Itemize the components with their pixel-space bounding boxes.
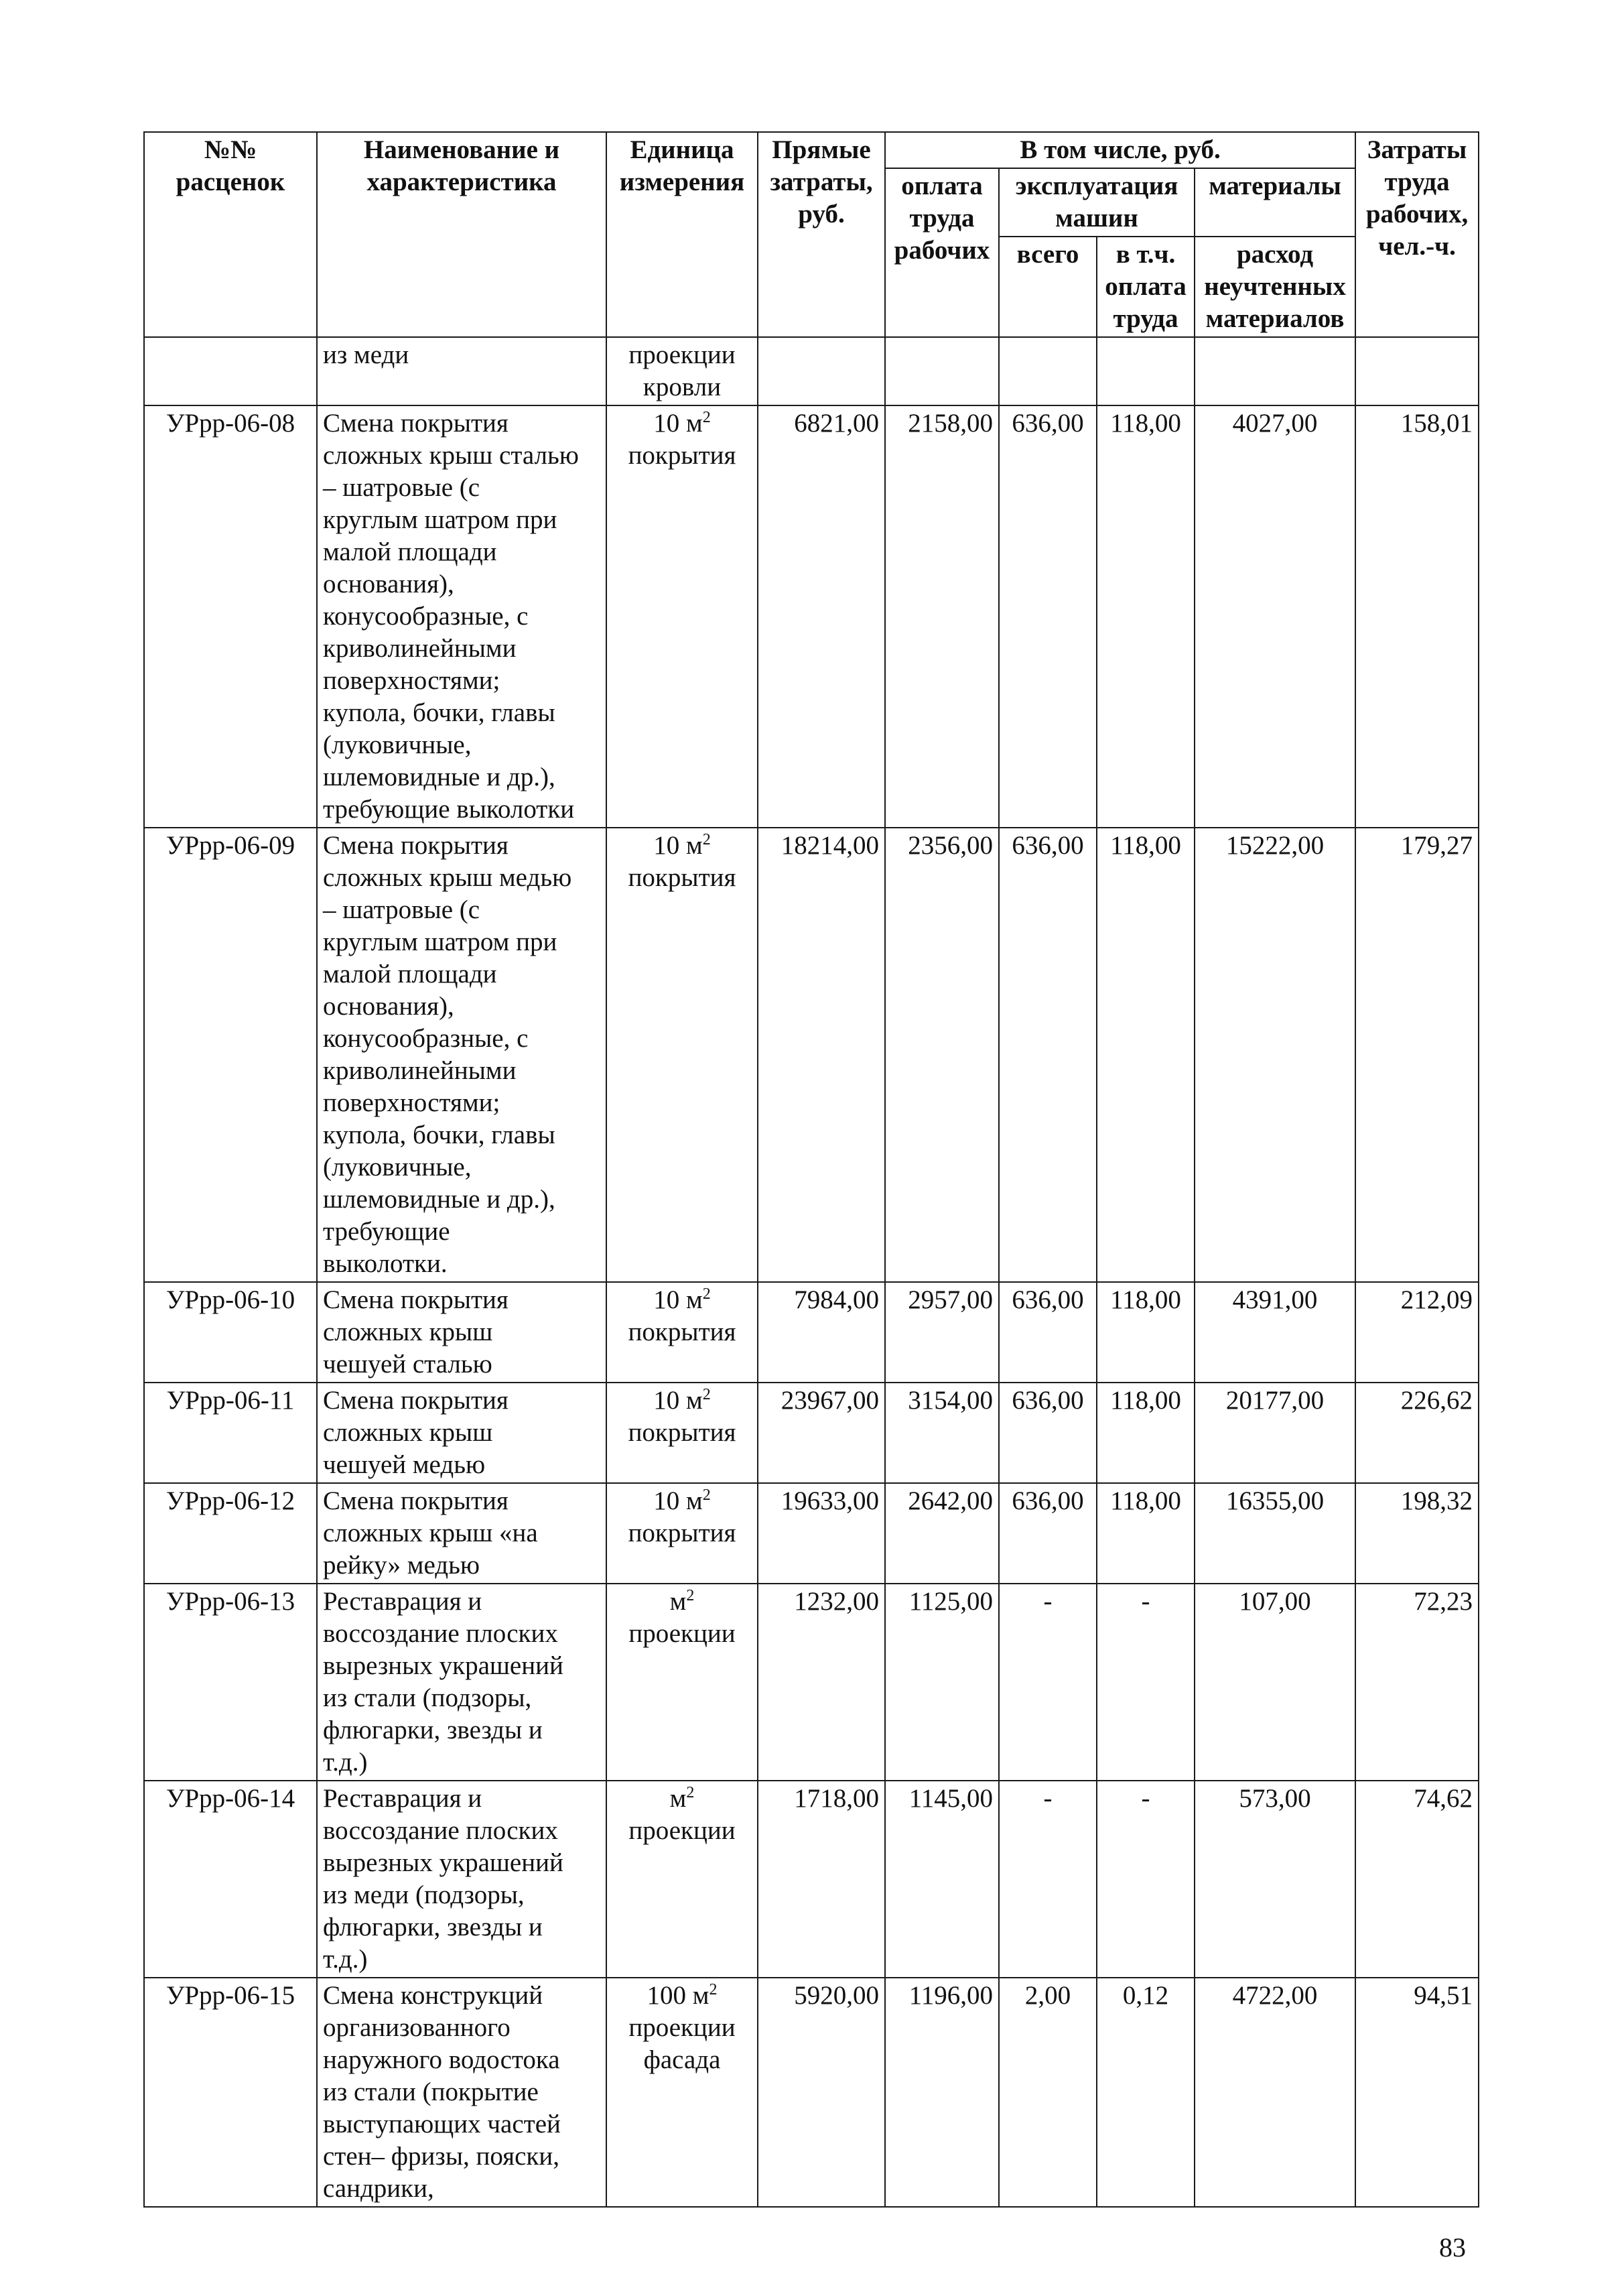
unit-label: покрытия: [628, 863, 736, 892]
unit-value: 10 м: [653, 1386, 703, 1415]
header-materials-sub: расход неучтенных материалов: [1195, 237, 1355, 337]
page-number: 83: [1439, 2232, 1466, 2262]
machines-total: -: [999, 1781, 1097, 1978]
table-body: [144, 337, 1479, 2207]
machines-labor: 118,00: [1097, 1282, 1195, 1383]
table-header: [144, 132, 1479, 337]
rate-name-line: из стали (подзоры,: [323, 1683, 532, 1712]
unit-exponent: 2: [702, 1386, 711, 1403]
rate-name-line: флюгарки, звезды и: [323, 1716, 543, 1744]
continuation-code: [144, 337, 317, 405]
rate-name-line: Смена покрытия: [323, 831, 509, 860]
header-machines-labor: в т.ч. оплата труда: [1097, 237, 1195, 337]
header-including: В том числе, руб.: [885, 132, 1355, 168]
rate-name-line: криволинейными: [323, 1056, 517, 1085]
machines-total: 636,00: [999, 1483, 1097, 1584]
table-row: [144, 1781, 1479, 1978]
unit-value: м: [669, 1784, 687, 1813]
rate-name-line: сандрики,: [323, 2174, 434, 2203]
machines-labor: 118,00: [1097, 828, 1195, 1282]
rate-name-line: малой площади: [323, 960, 497, 988]
rate-name-line: – шатровые (с: [323, 473, 480, 502]
rate-name-line: (луковичные,: [323, 1153, 472, 1182]
rate-name-line: основания),: [323, 570, 454, 598]
unit-exponent: 2: [686, 1587, 695, 1604]
rate-name-line: флюгарки, звезды и: [323, 1913, 543, 1941]
unit-label: проекции: [628, 1816, 736, 1845]
unit-label: проекции: [628, 1619, 736, 1648]
unit-value: 10 м: [653, 831, 703, 860]
empty-cell: [758, 337, 885, 405]
rate-code: УРрр-06-09: [144, 828, 317, 1282]
labor-pay: 2957,00: [885, 1282, 999, 1383]
machines-total: 636,00: [999, 405, 1097, 828]
machines-labor: -: [1097, 1584, 1195, 1781]
rate-name-line: шлемовидные и др.),: [323, 1185, 555, 1214]
rate-name: [317, 1383, 606, 1483]
rate-name-line: конусообразные, с: [323, 1024, 529, 1053]
rates-table: [143, 131, 1479, 2208]
rate-name-line: требующие: [323, 1217, 450, 1246]
rate-name-line: шлемовидные и др.),: [323, 763, 555, 791]
rate-name-line: купола, бочки, главы: [323, 698, 555, 727]
rate-name-line: из меди (подзоры,: [323, 1880, 525, 1909]
unit-exponent: 2: [709, 1981, 718, 1998]
machines-labor: 0,12: [1097, 1978, 1195, 2207]
rate-unit: [606, 1584, 758, 1781]
machines-labor: 118,00: [1097, 1383, 1195, 1483]
labor-pay: 1125,00: [885, 1584, 999, 1781]
rate-code: УРрр-06-13: [144, 1584, 317, 1781]
unit-exponent: 2: [702, 1285, 711, 1303]
rate-name: [317, 1781, 606, 1978]
rate-name-line: круглым шатром при: [323, 928, 557, 956]
rate-name-line: выколотки.: [323, 1249, 448, 1278]
continuation-row: [144, 337, 1479, 405]
header-machines-total: всего: [999, 237, 1097, 337]
rate-name-line: поверхностями;: [323, 666, 500, 695]
machines-total: 636,00: [999, 828, 1097, 1282]
machines-total: 636,00: [999, 1282, 1097, 1383]
rate-unit: [606, 1978, 758, 2207]
unit-exponent: 2: [702, 831, 711, 848]
rate-unit: [606, 828, 758, 1282]
empty-cell: [1097, 337, 1195, 405]
rate-name-line: наружного водостока: [323, 2045, 560, 2074]
empty-cell: [885, 337, 999, 405]
table-row: [144, 1483, 1479, 1584]
rate-name: [317, 1483, 606, 1584]
machines-total: 636,00: [999, 1383, 1097, 1483]
rate-name-line: малой площади: [323, 537, 497, 566]
rate-name-line: Смена покрытия: [323, 1486, 509, 1515]
rate-name-line: из стали (покрытие: [323, 2078, 539, 2106]
rate-unit: [606, 1781, 758, 1978]
rate-code: УРрр-06-10: [144, 1282, 317, 1383]
machines-total: -: [999, 1584, 1097, 1781]
direct-cost: 7984,00: [758, 1282, 885, 1383]
labor-hours: 158,01: [1355, 405, 1479, 828]
materials-cost: 573,00: [1195, 1781, 1355, 1978]
rate-name-line: купола, бочки, главы: [323, 1121, 555, 1149]
labor-hours: 94,51: [1355, 1978, 1479, 2207]
unit-label: покрытия: [628, 1418, 736, 1447]
labor-hours: 198,32: [1355, 1483, 1479, 1584]
materials-cost: 15222,00: [1195, 828, 1355, 1282]
machines-labor: 118,00: [1097, 405, 1195, 828]
unit-value: 100 м: [647, 1981, 709, 2010]
rate-name-line: требующие выколотки: [323, 795, 575, 824]
labor-pay: 1196,00: [885, 1978, 999, 2207]
rate-name-line: сложных крыш сталью: [323, 441, 579, 470]
rate-name: [317, 828, 606, 1282]
rate-name-line: Смена конструкций: [323, 1981, 543, 2010]
labor-pay: 2158,00: [885, 405, 999, 828]
header-name: Наименование и характеристика: [317, 132, 606, 337]
labor-pay: 3154,00: [885, 1383, 999, 1483]
direct-cost: 1232,00: [758, 1584, 885, 1781]
materials-cost: 4722,00: [1195, 1978, 1355, 2207]
rate-name: [317, 1978, 606, 2207]
rate-name-line: т.д.): [323, 1945, 368, 1974]
rate-unit: [606, 405, 758, 828]
rate-name-line: поверхностями;: [323, 1088, 500, 1117]
rate-name-line: воссоздание плоских: [323, 1816, 558, 1845]
rate-code: УРрр-06-12: [144, 1483, 317, 1584]
empty-cell: [1355, 337, 1479, 405]
table-row: [144, 405, 1479, 828]
materials-cost: 20177,00: [1195, 1383, 1355, 1483]
unit-exponent: 2: [702, 409, 711, 426]
rate-name-line: чешуей медью: [323, 1450, 486, 1479]
labor-hours: 212,09: [1355, 1282, 1479, 1383]
materials-cost: 4027,00: [1195, 405, 1355, 828]
labor-hours: 179,27: [1355, 828, 1479, 1282]
labor-pay: 2356,00: [885, 828, 999, 1282]
unit-exponent: 2: [702, 1486, 711, 1504]
direct-cost: 6821,00: [758, 405, 885, 828]
rate-name-line: рейку» медью: [323, 1551, 480, 1580]
rate-name-line: Смена покрытия: [323, 1285, 509, 1314]
header-materials: материалы: [1195, 168, 1355, 237]
labor-hours: 226,62: [1355, 1383, 1479, 1483]
rate-name-line: сложных крыш: [323, 1418, 493, 1447]
unit-value: 10 м: [653, 1285, 703, 1314]
rate-name-line: Реставрация и: [323, 1587, 482, 1616]
unit-label: проекции фасада: [628, 2013, 736, 2074]
header-labor-pay: оплата труда рабочих: [885, 168, 999, 337]
header-unit: Единица измерения: [606, 132, 758, 337]
rate-code: УРрр-06-08: [144, 405, 317, 828]
empty-cell: [999, 337, 1097, 405]
unit-label: покрытия: [628, 441, 736, 470]
table-row: [144, 1584, 1479, 1781]
machines-total: 2,00: [999, 1978, 1097, 2207]
rate-name-line: – шатровые (с: [323, 895, 480, 924]
table-row: [144, 1383, 1479, 1483]
rate-name-line: т.д.): [323, 1748, 368, 1777]
direct-cost: 19633,00: [758, 1483, 885, 1584]
table-row: [144, 828, 1479, 1282]
machines-labor: 118,00: [1097, 1483, 1195, 1584]
machines-labor: -: [1097, 1781, 1195, 1978]
materials-cost: 16355,00: [1195, 1483, 1355, 1584]
rate-name: [317, 1584, 606, 1781]
header-code: №№ расценок: [144, 132, 317, 337]
labor-pay: 1145,00: [885, 1781, 999, 1978]
rate-name-line: Реставрация и: [323, 1784, 482, 1813]
rate-unit: [606, 1282, 758, 1383]
rate-name-line: (луковичные,: [323, 730, 472, 759]
rate-code: УРрр-06-14: [144, 1781, 317, 1978]
table-row: [144, 1282, 1479, 1383]
unit-label: покрытия: [628, 1519, 736, 1547]
rate-name-line: вырезных украшений: [323, 1848, 563, 1877]
rate-name-line: стен– фризы, пояски,: [323, 2142, 559, 2171]
unit-value: 10 м: [653, 409, 703, 438]
rate-name: [317, 405, 606, 828]
rate-unit: [606, 1483, 758, 1584]
rate-name-line: воссоздание плоских: [323, 1619, 558, 1648]
unit-exponent: 2: [686, 1784, 695, 1801]
rate-code: УРрр-06-11: [144, 1383, 317, 1483]
continuation-unit: проекции кровли: [606, 337, 758, 405]
rate-name-line: основания),: [323, 992, 454, 1021]
direct-cost: 1718,00: [758, 1781, 885, 1978]
rate-name-line: вырезных украшений: [323, 1651, 563, 1680]
rate-name-line: криволинейными: [323, 634, 517, 663]
direct-cost: 23967,00: [758, 1383, 885, 1483]
labor-pay: 2642,00: [885, 1483, 999, 1584]
rate-name-line: сложных крыш: [323, 1318, 493, 1346]
rate-name: [317, 1282, 606, 1383]
header-direct: Прямые затраты, руб.: [758, 132, 885, 337]
direct-cost: 18214,00: [758, 828, 885, 1282]
rate-name-line: сложных крыш «на: [323, 1519, 538, 1547]
labor-hours: 72,23: [1355, 1584, 1479, 1781]
rate-name-line: Смена покрытия: [323, 409, 509, 438]
materials-cost: 4391,00: [1195, 1282, 1355, 1383]
header-hours: Затраты труда рабочих, чел.-ч.: [1355, 132, 1479, 337]
header-machines: эксплуатация машин: [999, 168, 1195, 237]
rate-name-line: чешуей сталью: [323, 1350, 492, 1379]
rate-unit: [606, 1383, 758, 1483]
rate-name-line: выступающих частей: [323, 2110, 561, 2139]
rate-name-line: сложных крыш медью: [323, 863, 572, 892]
rate-name-line: круглым шатром при: [323, 505, 557, 534]
table-row: [144, 1978, 1479, 2207]
empty-cell: [1195, 337, 1355, 405]
rate-name-line: Смена покрытия: [323, 1386, 509, 1415]
unit-label: покрытия: [628, 1318, 736, 1346]
unit-value: 10 м: [653, 1486, 703, 1515]
rate-name-line: конусообразные, с: [323, 602, 529, 631]
continuation-name: из меди: [317, 337, 606, 405]
direct-cost: 5920,00: [758, 1978, 885, 2207]
unit-value: м: [669, 1587, 687, 1616]
rate-name-line: организованного: [323, 2013, 511, 2042]
labor-hours: 74,62: [1355, 1781, 1479, 1978]
materials-cost: 107,00: [1195, 1584, 1355, 1781]
rate-code: УРрр-06-15: [144, 1978, 317, 2207]
